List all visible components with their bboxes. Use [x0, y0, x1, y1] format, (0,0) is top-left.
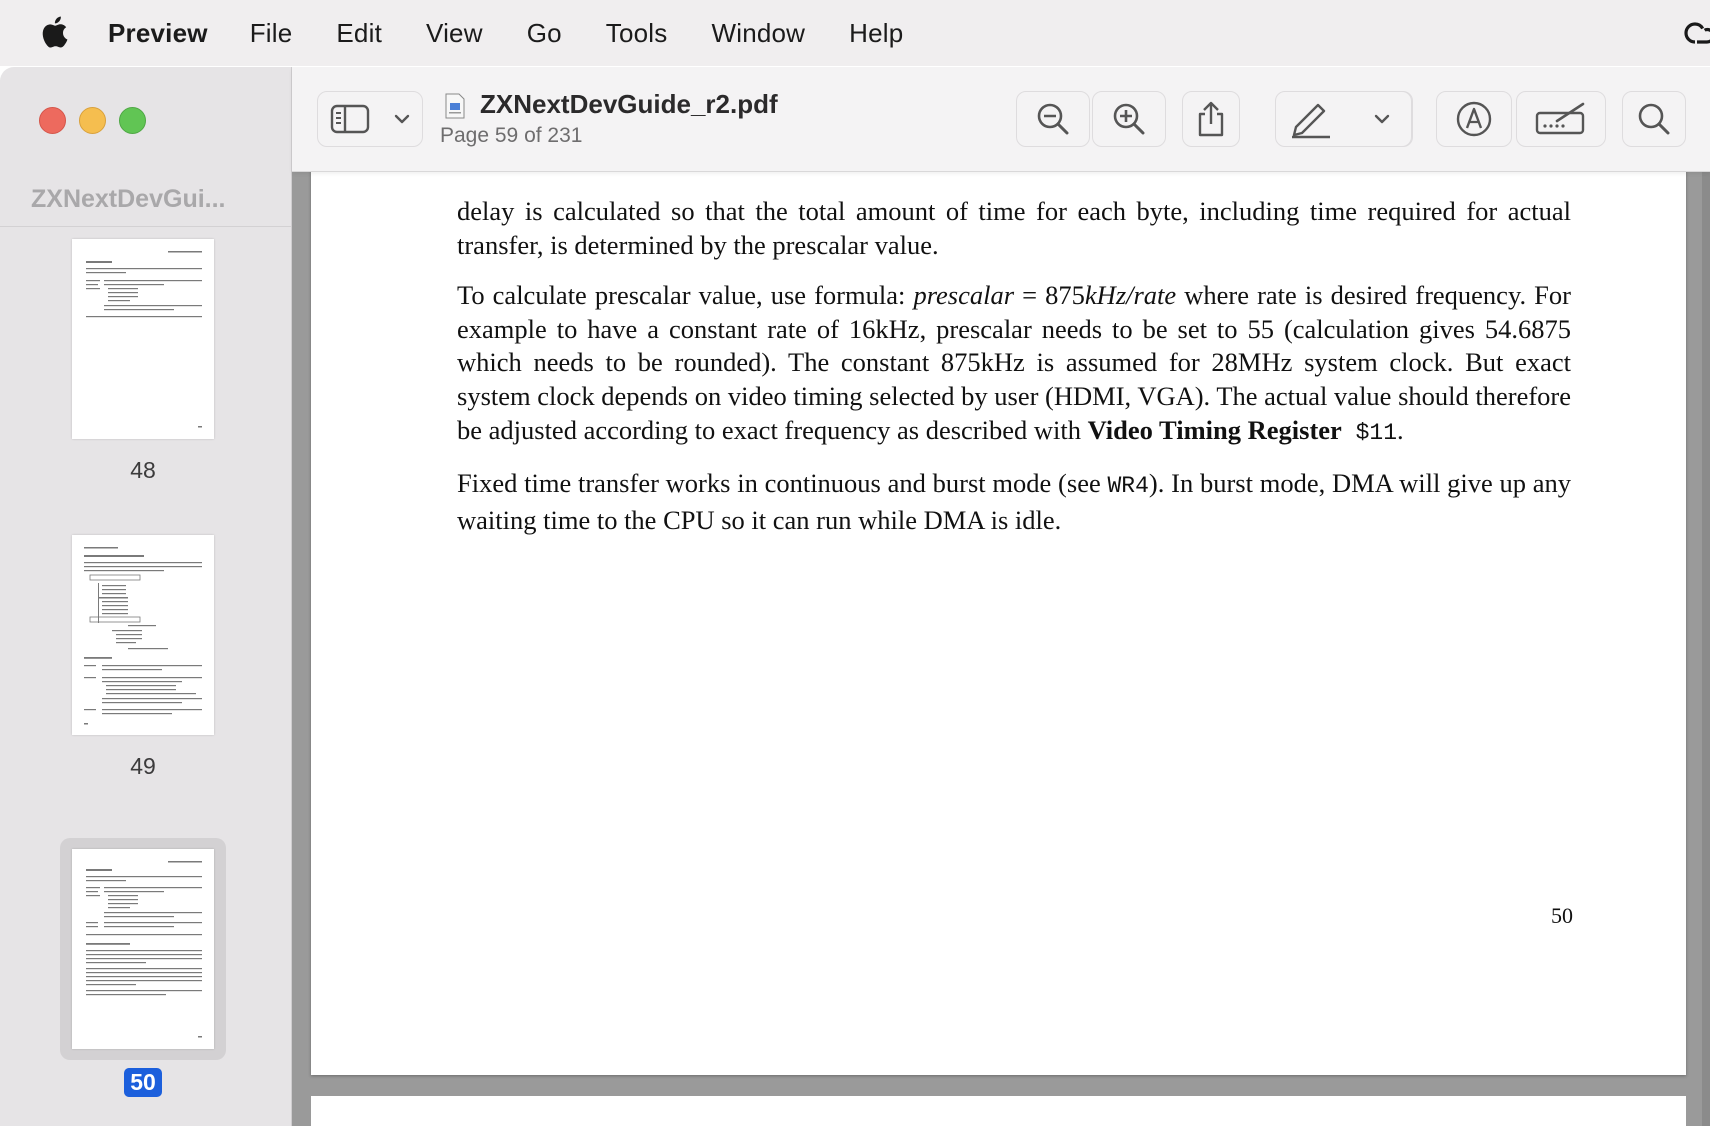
- zoom-out-icon: [1035, 101, 1071, 137]
- menu-edit[interactable]: Edit: [336, 17, 382, 48]
- page-status: Page 59 of 231: [440, 124, 583, 147]
- paragraph-3: [457, 467, 1571, 537]
- chevron-down-icon: [394, 113, 410, 125]
- sidebar-divider: [0, 226, 291, 227]
- pen-icon: [1284, 99, 1364, 139]
- thumbnail-page-number: 48: [130, 457, 156, 483]
- minimize-button[interactable]: [79, 107, 106, 134]
- pdf-file-icon: [444, 93, 466, 119]
- thumbnail-page-number: 49: [130, 753, 156, 779]
- formula-rhs: kHz/rate: [1084, 280, 1177, 311]
- chevron-down-icon: [1374, 113, 1390, 125]
- toolbar: [292, 67, 1710, 172]
- thumbnail-image: [72, 239, 214, 439]
- share-button[interactable]: [1182, 91, 1240, 147]
- close-button[interactable]: [39, 107, 66, 134]
- para3-text-b: ). In burst mode, DMA will give up any waiting time to the CPU so it can run while DMA is idle.: [457, 468, 1572, 535]
- next-pdf-page: [311, 1096, 1686, 1126]
- right-edge-strip: [1702, 171, 1710, 1126]
- share-icon: [1195, 100, 1227, 138]
- thumbnail-page-preview: [72, 239, 214, 439]
- signature-button[interactable]: [1516, 91, 1606, 147]
- page-body: [457, 195, 1571, 554]
- document-view[interactable]: [292, 171, 1710, 1126]
- sidebar-icon: [330, 103, 370, 135]
- register-number: $11: [1341, 419, 1398, 446]
- menu-bar: [0, 0, 1710, 66]
- zoom-in-button[interactable]: [1092, 91, 1166, 147]
- creative-cloud-icon[interactable]: [1683, 18, 1710, 48]
- para2-text-a: To calculate prescalar value, use formula:: [457, 280, 914, 311]
- selected-page-badge: 50: [124, 1068, 162, 1097]
- thumbnail-image: [72, 849, 214, 1049]
- document-title: ZXNextDevGuide_r2.pdf: [480, 89, 778, 119]
- page-number: 50: [1551, 903, 1573, 928]
- video-timing-register-ref: Video Timing Register: [1087, 414, 1342, 445]
- wr4-ref: WR4: [1107, 473, 1149, 500]
- zoom-out-button[interactable]: [1016, 91, 1090, 147]
- menu-help[interactable]: Help: [849, 17, 904, 48]
- thumbnail-page-preview: [72, 849, 214, 1049]
- formula-eq: = 875: [1014, 280, 1085, 311]
- sidebar-document-title: ZXNextDevGui...: [31, 185, 226, 213]
- markup-options-button[interactable]: [1353, 91, 1412, 147]
- apple-icon[interactable]: [40, 15, 68, 49]
- para2-text-b: where rate is desired frequency. For example to have a constant rate of 16kHz, prescalar needs to be set to 55 (calculation gives 54.6875 which needs to be rounded). The constant 875kHz is assumed for 28MHz system clock. But exact system clock depends on video timing selected by user (HDMI, VGA). The actual value should therefore be adjusted according to exact frequency as described with: [457, 280, 1571, 445]
- menu-go[interactable]: Go: [526, 17, 562, 48]
- menu-tools[interactable]: Tools: [605, 17, 668, 48]
- signature-icon: [1535, 101, 1587, 137]
- menu-view[interactable]: View: [426, 17, 483, 48]
- page-thumbnail-50[interactable]: [60, 838, 226, 1098]
- search-icon: [1636, 101, 1672, 137]
- thumbnail-sidebar: [0, 67, 292, 1126]
- markup-toolbar-button[interactable]: [1436, 91, 1512, 147]
- page-thumbnail-48[interactable]: [60, 239, 226, 499]
- search-button[interactable]: [1622, 91, 1686, 147]
- pdf-page: [311, 151, 1686, 1075]
- paragraph-1: delay is calculated so that the total amount of time for each byte, including time required for actual transfer, is determined by the prescalar value.: [457, 196, 1571, 260]
- sidebar-toggle-button[interactable]: [317, 91, 423, 147]
- page-thumbnail-49[interactable]: [60, 535, 226, 795]
- para3-text-a: Fixed time transfer works in continuous and burst mode (see: [457, 468, 1108, 499]
- zoom-in-icon: [1111, 101, 1147, 137]
- menu-window[interactable]: Window: [711, 17, 806, 48]
- maximize-button[interactable]: [119, 107, 146, 134]
- preview-window: [0, 67, 1710, 1126]
- thumbnail-page-preview: [72, 535, 214, 735]
- thumbnail-page-number: [60, 1068, 226, 1097]
- para2-end: .: [1397, 414, 1404, 445]
- formula-lhs: prescalar: [913, 280, 1015, 311]
- markup-icon: [1455, 100, 1493, 138]
- menu-file[interactable]: File: [249, 17, 293, 48]
- paragraph-2: [457, 279, 1571, 450]
- menu-app-preview[interactable]: Preview: [108, 17, 208, 48]
- thumbnail-image: [72, 535, 214, 735]
